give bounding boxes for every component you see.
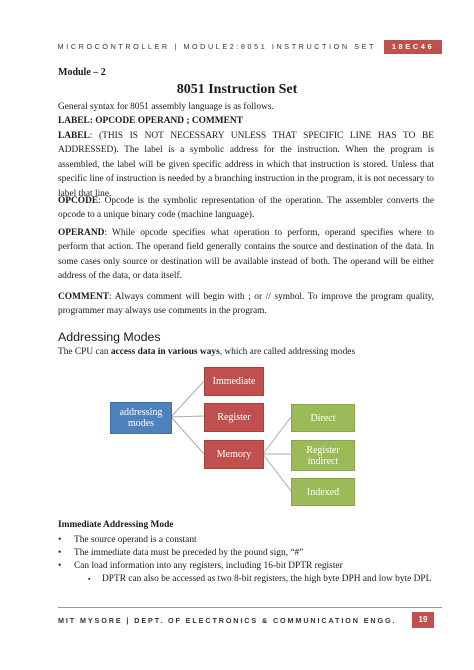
- label-term: LABEL: [58, 131, 90, 141]
- node-memory: Memory: [204, 440, 264, 469]
- node-register-indirect: Register indirect: [291, 440, 355, 471]
- operand-text: : While opcode specifies what operation to perform, operand specifies where to perform that action. The operand field generally contains the source and destination of the data. In some cases only source or destination will be available instead of both. The operand will be either address of the data, or data itself.: [58, 228, 434, 282]
- list-item-text: The immediate data must be preceded by the pound sign, “#”: [74, 548, 304, 558]
- label-paragraph: [58, 129, 434, 201]
- immediate-mode-heading: Immediate Addressing Mode: [58, 520, 174, 530]
- page-header: [57, 40, 442, 55]
- intro-line: General syntax for 8051 assembly language is as follows.: [58, 102, 274, 112]
- operand-paragraph: [58, 226, 434, 284]
- bullet-icon: •: [58, 561, 62, 571]
- connector-root-immediate: [171, 381, 204, 417]
- addressing-intro-end: , which are called addressing modes: [219, 347, 356, 357]
- module-label: Module – 2: [58, 67, 106, 78]
- opcode-paragraph: [58, 194, 434, 223]
- addressing-intro: [58, 345, 434, 359]
- addressing-intro-start: The CPU can: [58, 347, 111, 357]
- addressing-intro-bold: access data in various ways: [110, 347, 220, 357]
- list-item-text: The source operand is a constant: [74, 535, 197, 545]
- opcode-text: : Opcode is the symbolic representation of the operation. The assembler converts the opcode to a unique binary code (machine language).: [58, 196, 434, 221]
- node-immediate: Immediate: [204, 367, 264, 396]
- square-bullet-icon: ▪: [88, 575, 91, 583]
- sub-list-item: [88, 573, 431, 585]
- comment-term: COMMENT: [58, 292, 110, 302]
- sub-list-item-text: DPTR can also be accessed as two 8-bit registers, the high byte DPH and low byte DPL: [102, 574, 432, 584]
- page-title: 8051 Instruction Set: [176, 82, 298, 97]
- bullet-icon: •: [58, 548, 62, 558]
- node-register: Register: [204, 403, 264, 432]
- list-item: [58, 560, 343, 572]
- comment-paragraph: [58, 290, 434, 319]
- node-indexed: Indexed: [291, 478, 355, 506]
- footer-text: MIT MYSORE | DEPT. OF ELECTRONICS & COMMUNICATION ENGG.: [58, 616, 397, 625]
- comment-text: : Always comment will begin with ; or // symbol. To improve the program quality, programmer may always use comments in the program.: [58, 292, 434, 317]
- connector-root-memory: [171, 417, 204, 454]
- connector-memory-direct: [263, 417, 291, 454]
- page-number-badge: 19: [412, 612, 434, 628]
- connector-root-register: [171, 416, 204, 417]
- opcode-term: OPCODE: [58, 196, 99, 206]
- node-addressing-modes: addressing modes: [110, 402, 172, 434]
- connector-memory-indexed: [263, 454, 291, 491]
- list-item: [58, 534, 197, 546]
- syntax-line: LABEL: OPCODE OPERAND ; COMMENT: [58, 116, 243, 127]
- operand-term: OPERAND: [58, 228, 105, 238]
- intro-paragraph: [58, 100, 434, 129]
- course-code-badge: 18EC46: [384, 40, 442, 54]
- list-item: [58, 547, 303, 559]
- list-item-text: Can load information into any registers, including 16-bit DPTR register: [74, 561, 343, 571]
- bullet-icon: •: [58, 535, 62, 545]
- addressing-heading: Addressing Modes: [58, 330, 161, 344]
- header-title: MICROCONTROLLER | MODULE2:8051 INSTRUCTION SET: [57, 42, 376, 51]
- footer-divider: [58, 607, 442, 608]
- node-direct: Direct: [291, 404, 355, 432]
- label-text: : (THIS IS NOT NECESSARY UNLESS THAT SPECIFIC LINE HAS TO BE ADDRESSED). The label is a symbolic address for the instruction. When the program is assembled, the label will be given specific address in which that instruction is stored. Unless that specific line of instruction is needed by a branching instruction in the program, it is not necessary to label that line.: [58, 131, 434, 199]
